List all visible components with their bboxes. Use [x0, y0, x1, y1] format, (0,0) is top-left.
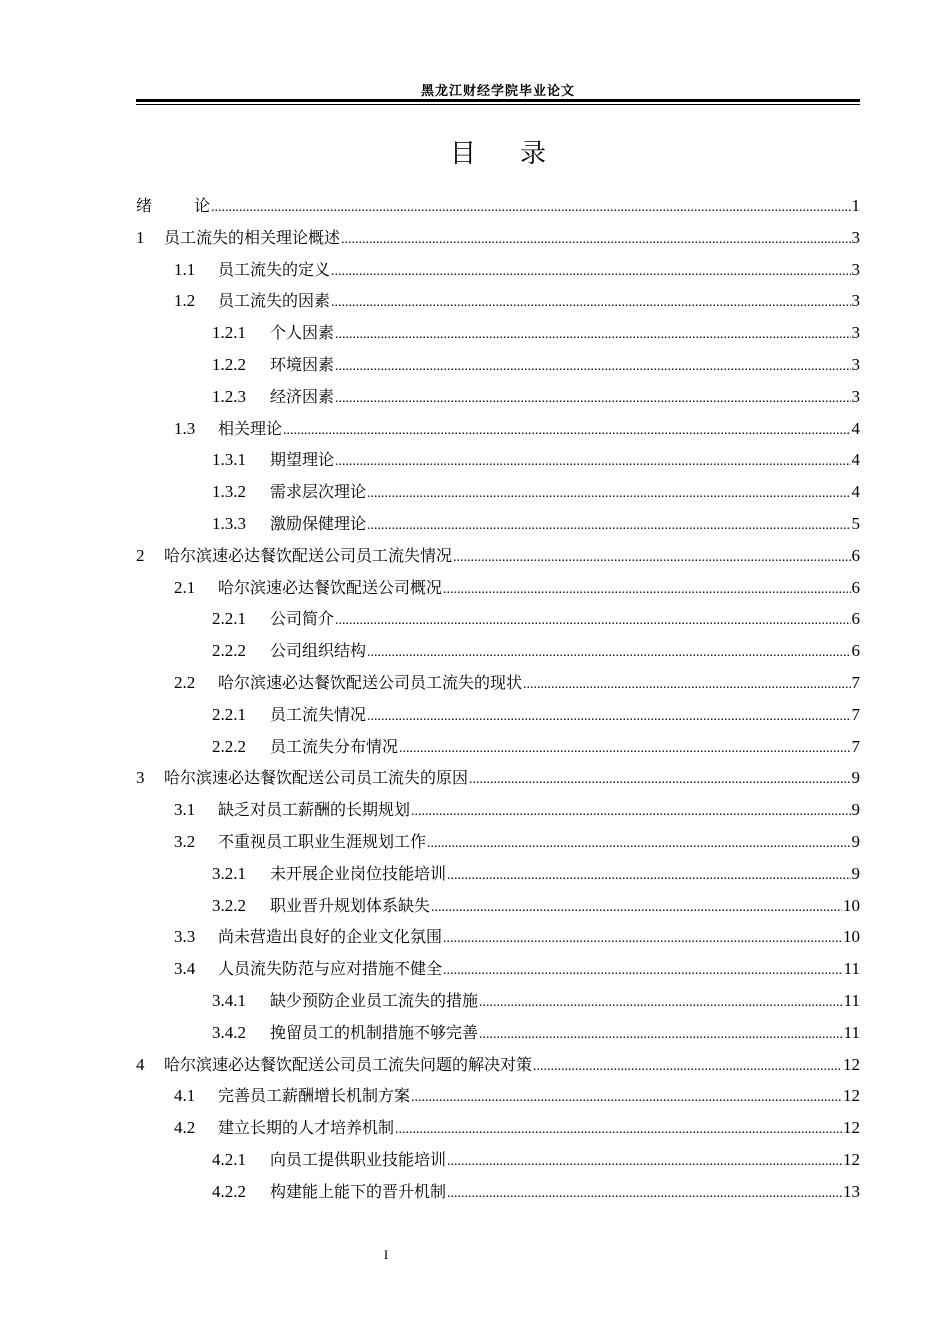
toc-entry-label: 公司组织结构: [270, 641, 367, 661]
toc-entry-page: 10: [843, 927, 860, 947]
toc-entry[interactable]: [212, 1146, 860, 1174]
toc-entry-number: 3: [136, 768, 145, 788]
toc-entry-number: 2.2.2: [212, 641, 246, 661]
toc-entry-label: 人员流失防范与应对措施不健全: [218, 959, 443, 979]
toc-leader-dots: [335, 448, 850, 476]
toc-entry[interactable]: [174, 574, 860, 602]
toc-leader-dots: [367, 703, 850, 731]
toc-leader-dots: [443, 957, 843, 985]
toc-entry-page: 6: [851, 641, 860, 661]
toc-entry-label: 建立长期的人才培养机制: [218, 1118, 395, 1138]
toc-entry[interactable]: [212, 478, 860, 506]
toc-entry[interactable]: [174, 955, 860, 983]
toc-leader-dots: [395, 1116, 842, 1144]
toc-entry-number: 3.2.1: [212, 863, 246, 883]
toc-entry-label: 哈尔滨速必达餐饮配送公司员工流失问题的解决对策: [164, 1054, 533, 1074]
toc-entry-label: 员工流失分布情况: [270, 736, 399, 756]
toc-leader-dots: [283, 417, 850, 445]
toc-entry-label: 个人因素: [270, 323, 335, 343]
toc-entry-page: 1: [851, 196, 860, 215]
toc-entry[interactable]: [136, 224, 860, 252]
toc-entry-number: 4.2.2: [212, 1181, 246, 1201]
toc-entry[interactable]: [136, 192, 860, 220]
toc-entry-page: 3: [851, 386, 860, 406]
toc-entry-page: 3: [851, 355, 860, 374]
toc-leader-dots: [431, 894, 842, 922]
toc-entry-number: 2.1: [174, 577, 196, 597]
toc-leader-dots: [331, 258, 850, 286]
toc-leader-dots: [335, 321, 850, 349]
toc-entry[interactable]: [174, 669, 860, 697]
title-char-1: 目: [449, 139, 476, 169]
toc-entry-page: 7: [851, 736, 860, 756]
toc-entry[interactable]: [212, 351, 860, 379]
toc-leader-dots: [335, 353, 850, 381]
running-header: 黑龙江财经学院毕业论文: [420, 84, 575, 99]
toc-leader-dots: [479, 989, 843, 1017]
toc-leader-dots: [367, 480, 850, 508]
toc-entry-label: 挽留员工的机制措施不够完善: [270, 1022, 479, 1042]
toc-entry-number: 1.1: [174, 259, 196, 279]
toc-entry-page: 9: [851, 800, 860, 820]
toc-entry[interactable]: [212, 1178, 860, 1206]
toc-leader-dots: [331, 289, 850, 317]
toc-leader-dots: [211, 194, 850, 222]
toc-entry[interactable]: [212, 892, 860, 920]
toc-entry[interactable]: [136, 1051, 860, 1079]
toc-entry[interactable]: [212, 860, 860, 888]
toc-entry-label: 哈尔滨速必达餐饮配送公司员工流失情况: [164, 545, 453, 565]
toc-entry[interactable]: [212, 446, 860, 474]
toc-entry[interactable]: [174, 796, 860, 824]
toc-leader-dots: [443, 925, 842, 953]
toc-entry[interactable]: [174, 828, 860, 856]
toc-entry-label: 需求层次理论: [270, 482, 367, 502]
toc-entry-number: 1.3.2: [212, 482, 246, 502]
toc-entry[interactable]: [212, 605, 860, 633]
toc-leader-dots: [367, 512, 850, 540]
toc-entry-number: 1.3.1: [212, 450, 246, 470]
toc-entry[interactable]: [174, 256, 860, 284]
toc-entry-label: 期望理论: [270, 450, 335, 470]
toc-leader-dots: [335, 385, 850, 413]
toc-entry-label: 论: [194, 196, 211, 215]
toc-leader-dots: [367, 639, 850, 667]
toc-entry-number: 3.2.2: [212, 895, 246, 915]
toc-entry[interactable]: [212, 637, 860, 665]
toc-entry-page: 12: [843, 1118, 860, 1138]
toc-entry-number: 2.2: [174, 673, 196, 692]
header-rule-thin: [136, 104, 860, 105]
toc-entry-number: 3.2: [174, 832, 196, 851]
toc-entry-page: 6: [851, 545, 860, 565]
toc-entry[interactable]: [212, 383, 860, 411]
title-char-2: 录: [520, 139, 547, 169]
toc-entry-number: 1.2.2: [212, 355, 246, 374]
toc-leader-dots: [447, 1148, 842, 1176]
toc-entry-number: 4.2: [174, 1118, 196, 1138]
toc-leader-dots: [469, 766, 850, 794]
toc-entry[interactable]: [212, 1019, 860, 1047]
toc-entry-number: 2.2.1: [212, 609, 246, 629]
toc-entry-number: 3.3: [174, 927, 196, 947]
toc-entry-page: 9: [851, 832, 860, 851]
toc-entry-page: 7: [851, 673, 860, 692]
toc-entry-page: 7: [851, 704, 860, 724]
toc-entry-label: 未开展企业岗位技能培训: [270, 863, 447, 883]
toc-entry-page: 11: [843, 1022, 860, 1042]
toc-entry[interactable]: [174, 287, 860, 315]
toc-leader-dots: [399, 735, 850, 763]
toc-entry-label: 员工流失的定义: [218, 259, 331, 279]
toc-entry-label: 不重视员工职业生涯规划工作: [218, 832, 427, 851]
toc-entry-page: 4: [851, 482, 860, 502]
toc-entry-label: 公司简介: [270, 609, 335, 629]
toc-entry-page: 10: [843, 895, 860, 915]
toc-entry-page: 9: [851, 768, 860, 788]
toc-leader-dots: [411, 798, 850, 826]
toc-entry-label: 构建能上能下的晋升机制: [270, 1181, 447, 1201]
toc-entry-page: 4: [851, 418, 860, 438]
page-number: I: [383, 1247, 389, 1262]
toc-entry-label: 尚未营造出良好的企业文化氛围: [218, 927, 443, 947]
toc-entry[interactable]: [212, 733, 860, 761]
toc-entry-number: 1.2: [174, 291, 196, 311]
toc-entry-label: 哈尔滨速必达餐饮配送公司概况: [218, 577, 443, 597]
toc-entry-number: 2.2.2: [212, 736, 246, 756]
toc-leader-dots: [479, 1021, 843, 1049]
toc-entry[interactable]: [174, 1114, 860, 1142]
toc-leader-dots: [453, 544, 850, 572]
toc-entry-label: 哈尔滨速必达餐饮配送公司员工流失的现状: [218, 673, 523, 692]
toc-entry[interactable]: [212, 510, 860, 538]
toc-entry[interactable]: [212, 701, 860, 729]
toc-entry-page: 12: [843, 1054, 860, 1074]
toc-entry-number: 2: [136, 545, 145, 565]
toc-entry-number: 2.2.1: [212, 704, 246, 724]
toc-leader-dots: [523, 671, 850, 699]
toc-entry[interactable]: [212, 987, 860, 1015]
toc-entry[interactable]: [174, 923, 860, 951]
toc-entry-number: 3.4.2: [212, 1022, 246, 1042]
toc-entry[interactable]: [174, 415, 860, 443]
toc-entry-number: 绪: [136, 196, 153, 215]
toc-entry-label: 缺少预防企业员工流失的措施: [270, 991, 479, 1010]
toc-entry-label: 向员工提供职业技能培训: [270, 1150, 447, 1169]
toc-entry-number: 3.4: [174, 959, 196, 979]
toc-entry-label: 哈尔滨速必达餐饮配送公司员工流失的原因: [164, 768, 469, 788]
toc-entry-number: 4.2.1: [212, 1150, 246, 1169]
toc-entry-page: 6: [851, 577, 860, 597]
toc-entry-label: 员工流失情况: [270, 704, 367, 724]
toc-entry-page: 13: [843, 1181, 860, 1201]
toc-entry-page: 11: [843, 959, 860, 979]
toc-entry-label: 经济因素: [270, 386, 335, 406]
toc-entry-number: 3.4.1: [212, 991, 246, 1010]
toc-entry-label: 环境因素: [270, 355, 335, 374]
toc-leader-dots: [447, 862, 850, 890]
toc-entry-label: 员工流失的相关理论概述: [164, 227, 341, 247]
toc-entry-number: 1.3: [174, 418, 196, 438]
toc-entry-number: 1: [136, 227, 145, 247]
toc-entry[interactable]: [174, 1082, 860, 1110]
toc-entry-page: 9: [851, 863, 860, 883]
toc-entry-label: 缺乏对员工薪酬的长期规划: [218, 800, 411, 820]
toc-entry[interactable]: [136, 542, 860, 570]
toc-entry-number: 1.3.3: [212, 514, 246, 533]
toc-leader-dots: [447, 1180, 842, 1208]
toc-entry-page: 6: [851, 609, 860, 629]
toc-entry-label: 相关理论: [218, 418, 283, 438]
toc-entry[interactable]: [212, 319, 860, 347]
toc-entry-number: 1.2.3: [212, 386, 246, 406]
toc-entry-page: 3: [851, 291, 860, 311]
toc-entry-page: 3: [851, 259, 860, 279]
toc-entry-page: 3: [851, 227, 860, 247]
toc-entry-label: 员工流失的因素: [218, 291, 331, 311]
toc-entry-label: 激励保健理论: [270, 514, 367, 533]
toc-leader-dots: [411, 1084, 842, 1112]
toc-entry-page: 11: [843, 991, 860, 1010]
toc-leader-dots: [427, 830, 850, 858]
toc-entry-label: 职业晋升规划体系缺失: [270, 895, 431, 915]
toc-entry-page: 5: [851, 514, 860, 533]
toc-entry-number: 1.2.1: [212, 323, 246, 343]
toc-entry[interactable]: [136, 764, 860, 792]
page-title: [136, 133, 860, 170]
toc-entry-label: 完善员工薪酬增长机制方案: [218, 1086, 411, 1106]
header-rule-thick: [136, 99, 860, 102]
toc-entry-page: 4: [851, 450, 860, 470]
toc-entry-number: 4: [136, 1054, 145, 1074]
toc-entry-number: 4.1: [174, 1086, 196, 1106]
toc-entry-number: 3.1: [174, 800, 196, 820]
toc-leader-dots: [533, 1053, 842, 1081]
toc-entry-page: 12: [843, 1150, 860, 1169]
toc-leader-dots: [335, 607, 850, 635]
toc-leader-dots: [443, 576, 850, 604]
toc-leader-dots: [341, 226, 850, 254]
toc-entry-page: 3: [851, 323, 860, 343]
toc-entry-page: 12: [843, 1086, 860, 1106]
